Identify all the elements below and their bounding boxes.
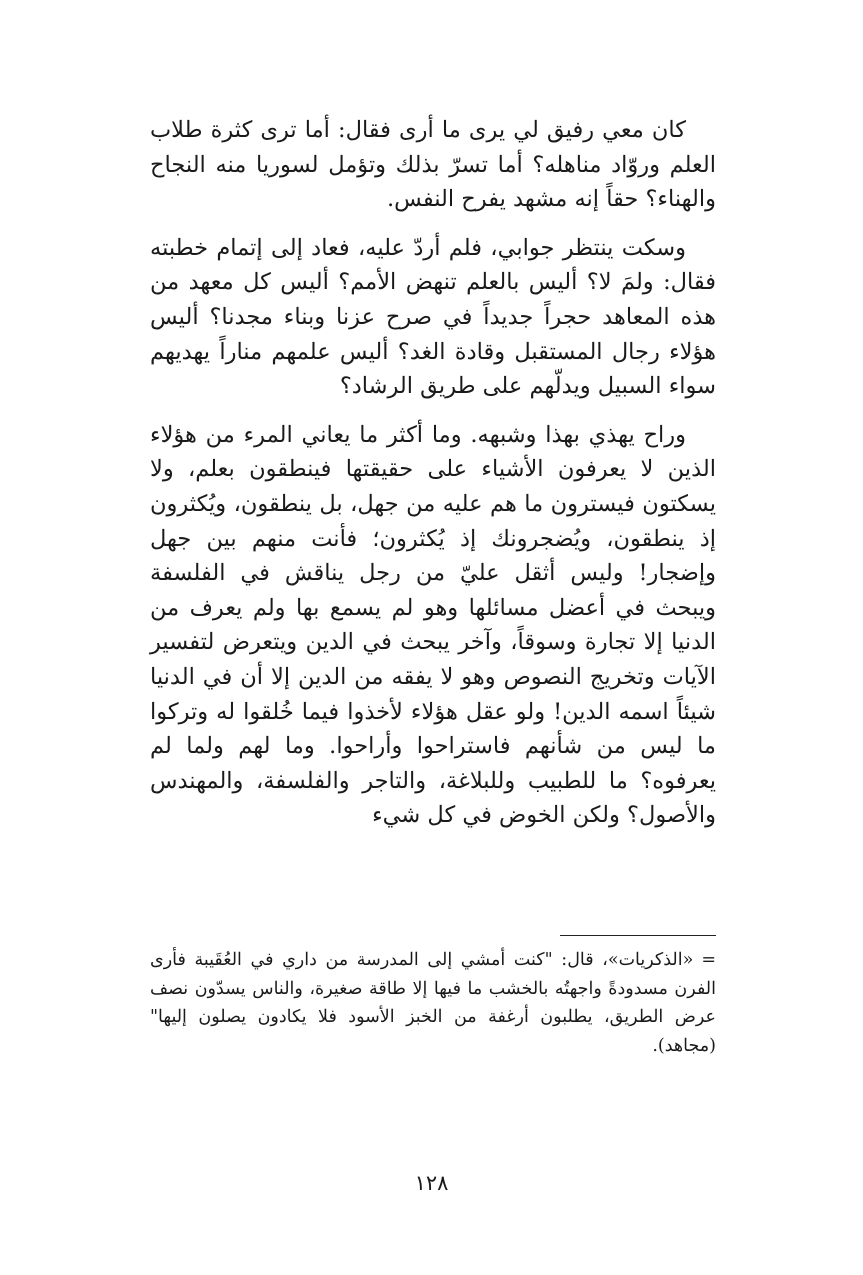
footnote-separator (560, 935, 716, 936)
footnote (150, 946, 716, 1060)
page-number: ١٢٨ (414, 1171, 449, 1195)
paragraph-1: كان معي رفيق لي يرى ما أرى فقال: أما ترى كثرة طلاب العلم وروّاد مناهله؟ أما تسرّ بذلك وتؤمل لسوريا منه النجاح والهناء؟ حقاً إنه مشهد يفرح النفس. (150, 117, 716, 213)
footnote-marker: = (701, 950, 716, 970)
paragraph-2: وسكت ينتظر جوابي، فلم أردّ عليه، فعاد إلى إتمام خطبته فقال: ولمَ لا؟ أليس بالعلم تنهض الأمم؟ أليس كل معهد من هذه المعاهد حجراً جديداً في صرح عزنا وبناء مجدنا؟ أليس هؤلاء رجال المستقبل وقادة الغد؟ أليس علمهم مناراً يهديهم سواء السبيل ويدلّهم على طريق الرشاد؟ (150, 234, 716, 400)
paragraph-3: وراح يهذي بهذا وشبهه. وما أكثر ما يعاني المرء من هؤلاء الذين لا يعرفون الأشياء على حقيقتها فينطقون بعلم، ولا يسكتون فيسترون ما هم عليه من جهل، بل ينطقون، ويُكثرون إذ ينطقون، ويُضجرونك إذ يُكثرون؛ فأنت منهم بين جهل وإضجار! وليس أثقل عليّ من رجل يناقش في الفلسفة ويبحث في أعضل مسائلها وهو لم يسمع بها ولم يعرف من الدنيا إلا تجارة وسوقاً، وآخر يبحث في الدين ويتعرض لتفسير الآيات وتخريج النصوص وهو لا يفقه من الدين إلا أن في الدنيا شيئاً اسمه الدين! ولو عقل هؤلاء لأخذوا فيما خُلقوا له وتركوا ما ليس من شأنهم فاستراحوا وأراحوا. وما لهم ولما لم يعرفوه؟ ما للطبيب وللبلاغة، والتاجر والفلسفة، والمهندس والأصول؟ ولكن الخوض في كل شيء (150, 421, 716, 829)
footnote-text: «الذكريات»، قال: "كنت أمشي إلى المدرسة من داري في العُقَيبة فأرى الفرن مسدودةً واجهتُه بالخشب ما فيها إلا طاقة صغيرة، والناس يسدّون نصف عرض الطريق، يطلبون أرغفة من الخبز الأسود فلا يكادون يصلون إليها" (مجاهد). (150, 950, 716, 1056)
main-text (150, 113, 716, 847)
